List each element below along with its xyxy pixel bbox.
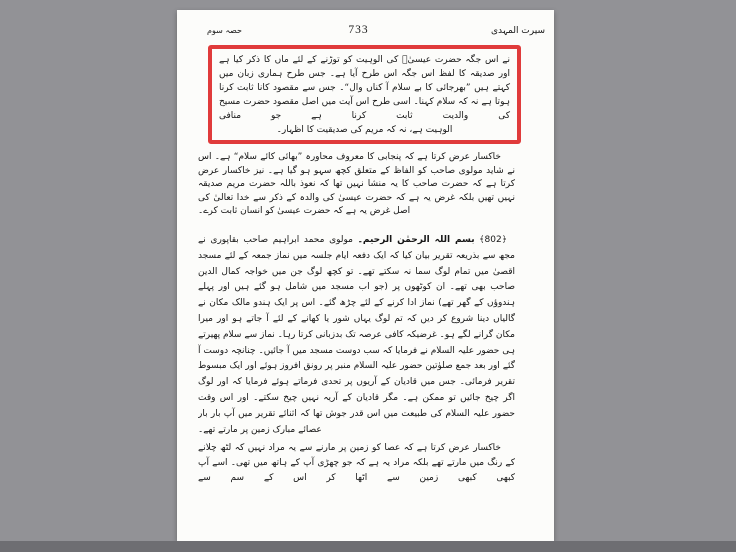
commentary-paragraph [198, 151, 515, 231]
page-header [207, 24, 545, 36]
bismillah-text: بسم اللہ الرحمٰن الرحیم۔ [357, 235, 475, 245]
narration-802-text: مولوی محمد ابراہیم صاحب بقاپوری نے مجھ سے بذریعہ تقریر بیان کیا کہ ایک دفعہ ایام جلسہ میں نماز جمعہ کے لئے مسجد اقصیٰ میں تمام لوگ سما نہ سکتے تھے۔ تو کچھ لوگ جن میں خواجہ کمال الدین صاحب بھی تھے۔ ان کوٹھوں پر (جو اب مسجد میں شامل ہو گئے ہیں اور پہلے ہندوؤں کے گھر تھے) نماز ادا کرنے کے لئے چڑھ گئے۔ اس پر ایک ہندو مالک مکان نے گالیاں دینا شروع کر دیں کہ تم لوگ یہاں شور یا کھانے کے لئے آ جاتے ہو اور میرا مکان گرانے لگے ہو۔ غرضیکہ کافی عرصہ تک بدزبانی کرتا رہا۔ نماز سے سلام پھیرتے ہی حضور علیہ السلام نے فرمایا کہ سب دوست مسجد میں آ جائیں۔ چنانچہ دوست آ گئے اور بعد جمع صلوٰتین حضور علیہ السلام منبر پر رونق افروز ہوئے اور ایک مبسوط تقریر فرمائی۔ جس میں قادیان کے آریوں پر تحدی فرماتے ہوئے فرمایا کہ اور لوگ اگر چیخ جائیں تو ممکن ہے۔ مگر قادیان کے آریہ نہیں چیخ سکتے۔ اور اس وقت حضور علیہ السلام کی طبیعت میں اس قدر جوش تھا کہ اثنائے تقریر میں آپ بار بار عصائے مبارک زمین پر مارتے تھے۔ [198, 235, 515, 435]
narration-number: ﴿802﴾ [479, 235, 507, 245]
closing-note-paragraph [198, 441, 515, 489]
highlighted-paragraph: نے اس جگہ حضرت عیسیٰؑ کی الوہیت کو توڑنے کے لئے ماں کا ذکر کیا ہے اور صدیقہ کا لفظ اس جگہ اس طرح آیا ہے۔ جس طرح ہماری زبان میں کہتے ہیں ”بھرجائی کا بے سلام آ کناں وال“۔ جس سے مقصود کانا ثابت کرنا ہوتا ہے نہ کہ سلام کہنا۔ اسی طرح اس آیت میں اصل مقصود حضرت مسیح کی والدیت ثابت کرنا ہے جو منافی [219, 55, 510, 121]
book-title: سیرت المہدی [490, 26, 545, 36]
closing-note-text: خاکسار عرض کرتا ہے کہ عصا کو زمین پر مارنے سے یہ مراد نہیں کہ لٹھ چلانے کے رنگ میں مارتے تھے بلکہ مراد یہ ہے کہ جو چھڑی آپ کے ہاتھ میں تھی۔ اسے آپ کبھی کبھی زمین سے اٹھا کر اس کے سم سے [198, 443, 515, 483]
commentary-paragraph-text: خاکسار عرض کرتا ہے کہ پنجابی کا معروف محاورہ ”بھائی کائے سلام“ ہے۔ اس نے شاید مولوی صاحب کو الفاظ کے متعلق کچھ سہو ہو گیا ہے۔ نیز خاکسار عرض کرتا ہے کہ حضرت صاحب کا یہ منشا نہیں تھا کہ نعوذ باللہ حضرت مریم صدیقہ نہیں تھیں بلکہ غرض یہ ہے کہ حضرت عیسیٰ کی والدہ کے ذکر سے خدا تعالیٰ کی [198, 152, 515, 203]
narration-802-paragraph [198, 233, 515, 439]
highlighted-paragraph-last-line: الوہیت ہے، نہ کہ مریم کی صدیقیت کا اظہار۔ [276, 125, 453, 135]
part-label: حصہ سوم [207, 26, 242, 35]
commentary-paragraph-last-line: اصل غرض یہ ہے کہ حضرت عیسیٰ کو انسان ثابت کرے۔ [198, 206, 411, 216]
red-highlight-box [208, 45, 521, 144]
page-number: 733 [348, 24, 369, 36]
scanned-page [177, 10, 554, 541]
desktop-bottom-strip [0, 541, 736, 552]
